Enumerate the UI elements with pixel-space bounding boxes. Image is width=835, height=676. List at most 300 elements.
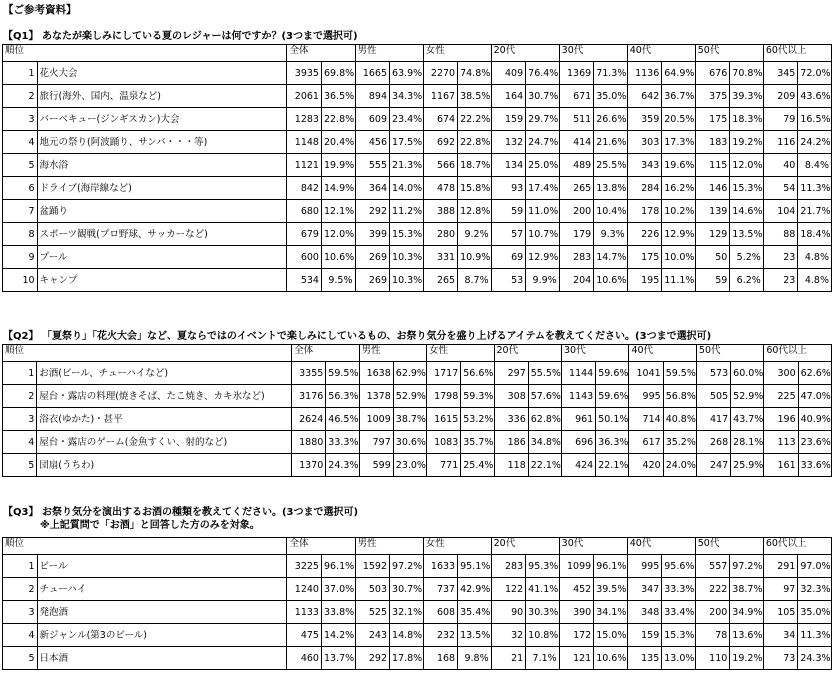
- percent-cell: 39.5%: [594, 578, 628, 601]
- percent-cell: 18.7%: [458, 154, 492, 177]
- count-cell: 1136: [627, 62, 662, 85]
- group-header: 60代以上: [763, 538, 831, 555]
- group-header: 全体: [287, 538, 355, 555]
- row-label: キャンプ: [37, 269, 287, 292]
- group-header: 30代: [559, 45, 627, 62]
- count-cell: 265: [559, 177, 594, 200]
- rank-header: 順位: [3, 538, 287, 555]
- percent-cell: 10.6%: [594, 647, 628, 670]
- group-header: 60代以上: [763, 45, 831, 62]
- percent-cell: 42.9%: [458, 578, 492, 601]
- row-rank: 4: [3, 431, 37, 454]
- percent-cell: 16.5%: [798, 108, 832, 131]
- count-cell: 300: [764, 362, 798, 385]
- percent-cell: 34.3%: [390, 85, 424, 108]
- percent-cell: 10.3%: [390, 246, 424, 269]
- percent-cell: 56.6%: [461, 362, 494, 385]
- percent-cell: 46.5%: [326, 408, 359, 431]
- table-row: [3, 431, 832, 454]
- percent-cell: 9.5%: [321, 269, 355, 292]
- percent-cell: 19.2%: [730, 131, 764, 154]
- row-rank: 5: [3, 647, 38, 670]
- percent-cell: 50.1%: [596, 408, 629, 431]
- count-cell: 88: [763, 223, 798, 246]
- percent-cell: 10.6%: [594, 269, 628, 292]
- count-cell: 525: [355, 601, 390, 624]
- percent-cell: 38.7%: [393, 408, 426, 431]
- count-cell: 1665: [355, 62, 390, 85]
- row-label: ビール: [37, 555, 287, 578]
- count-cell: 104: [763, 200, 798, 223]
- count-cell: 1369: [559, 62, 594, 85]
- percent-cell: 11.0%: [526, 200, 560, 223]
- count-cell: 617: [629, 431, 663, 454]
- count-cell: 679: [287, 223, 322, 246]
- percent-cell: 10.0%: [662, 246, 696, 269]
- count-cell: 1144: [561, 362, 595, 385]
- percent-cell: 33.3%: [662, 578, 696, 601]
- group-header: 40代: [627, 538, 695, 555]
- count-cell: 209: [763, 85, 798, 108]
- count-cell: 511: [559, 108, 594, 131]
- count-cell: 1880: [292, 431, 326, 454]
- count-cell: 121: [559, 647, 594, 670]
- count-cell: 265: [423, 269, 458, 292]
- percent-cell: 19.2%: [730, 647, 764, 670]
- percent-cell: 19.9%: [321, 154, 355, 177]
- count-cell: 303: [627, 131, 662, 154]
- group-header: 50代: [695, 538, 763, 555]
- count-cell: 225: [764, 385, 798, 408]
- count-cell: 175: [695, 108, 730, 131]
- count-cell: 343: [627, 154, 662, 177]
- percent-cell: 15.3%: [662, 624, 696, 647]
- count-cell: 247: [696, 454, 730, 477]
- row-rank: 5: [3, 154, 38, 177]
- percent-cell: 23.4%: [390, 108, 424, 131]
- percent-cell: 64.9%: [662, 62, 696, 85]
- percent-cell: 33.6%: [798, 454, 831, 477]
- count-cell: 460: [287, 647, 322, 670]
- count-cell: 555: [355, 154, 390, 177]
- percent-cell: 29.7%: [526, 108, 560, 131]
- count-cell: 59: [695, 269, 730, 292]
- count-cell: 204: [559, 269, 594, 292]
- percent-cell: 32.3%: [798, 578, 832, 601]
- table-row: [3, 154, 832, 177]
- count-cell: 268: [696, 431, 730, 454]
- percent-cell: 12.0%: [730, 154, 764, 177]
- percent-cell: 15.3%: [730, 177, 764, 200]
- percent-cell: 12.9%: [662, 223, 696, 246]
- percent-cell: 70.8%: [730, 62, 764, 85]
- row-label: ドライブ(海岸線など): [37, 177, 287, 200]
- row-label: 盆踊り: [37, 200, 287, 223]
- count-cell: 59: [491, 200, 526, 223]
- row-rank: 2: [3, 578, 38, 601]
- percent-cell: 35.4%: [458, 601, 492, 624]
- percent-cell: 76.4%: [526, 62, 560, 85]
- q2-table: [2, 344, 832, 477]
- count-cell: 456: [355, 131, 390, 154]
- count-cell: 146: [695, 177, 730, 200]
- count-cell: 388: [423, 200, 458, 223]
- row-rank: 7: [3, 200, 38, 223]
- percent-cell: 97.2%: [390, 555, 424, 578]
- percent-cell: 10.3%: [390, 269, 424, 292]
- count-cell: 79: [763, 108, 798, 131]
- percent-cell: 13.5%: [458, 624, 492, 647]
- row-label: 花火大会: [37, 62, 287, 85]
- count-cell: 179: [559, 223, 594, 246]
- count-cell: 283: [491, 555, 526, 578]
- group-header: 全体: [292, 345, 359, 362]
- percent-cell: 18.4%: [798, 223, 832, 246]
- count-cell: 1798: [427, 385, 461, 408]
- count-cell: 573: [696, 362, 730, 385]
- table-row: [3, 223, 832, 246]
- percent-cell: 33.3%: [326, 431, 359, 454]
- row-rank: 9: [3, 246, 38, 269]
- percent-cell: 13.8%: [594, 177, 628, 200]
- percent-cell: 24.0%: [663, 454, 696, 477]
- percent-cell: 59.3%: [461, 385, 494, 408]
- q3-table: [2, 537, 832, 670]
- percent-cell: 59.5%: [326, 362, 359, 385]
- table-row: [3, 85, 832, 108]
- group-header: 20代: [494, 345, 561, 362]
- count-cell: 609: [355, 108, 390, 131]
- percent-cell: 38.5%: [458, 85, 492, 108]
- row-label: チューハイ: [37, 578, 287, 601]
- percent-cell: 53.2%: [461, 408, 494, 431]
- count-cell: 566: [423, 154, 458, 177]
- count-cell: 359: [627, 108, 662, 131]
- percent-cell: 24.2%: [798, 131, 832, 154]
- percent-cell: 23.0%: [393, 454, 426, 477]
- count-cell: 23: [763, 269, 798, 292]
- count-cell: 115: [695, 154, 730, 177]
- count-cell: 3225: [287, 555, 322, 578]
- percent-cell: 17.5%: [390, 131, 424, 154]
- count-cell: 283: [559, 246, 594, 269]
- rank-header: 順位: [3, 45, 287, 62]
- percent-cell: 72.0%: [798, 62, 832, 85]
- percent-cell: 10.4%: [594, 200, 628, 223]
- row-rank: 10: [3, 269, 38, 292]
- group-header: 40代: [629, 345, 696, 362]
- count-cell: 129: [695, 223, 730, 246]
- percent-cell: 11.2%: [390, 200, 424, 223]
- percent-cell: 41.1%: [526, 578, 560, 601]
- count-cell: 608: [423, 601, 458, 624]
- count-cell: 2624: [292, 408, 326, 431]
- percent-cell: 21.6%: [594, 131, 628, 154]
- count-cell: 417: [696, 408, 730, 431]
- table-row: [3, 362, 832, 385]
- count-cell: 424: [561, 454, 595, 477]
- table-row: [3, 62, 832, 85]
- row-label: 日本酒: [37, 647, 287, 670]
- count-cell: 390: [559, 601, 594, 624]
- percent-cell: 21.3%: [390, 154, 424, 177]
- percent-cell: 34.9%: [730, 601, 764, 624]
- group-header: 男性: [359, 345, 426, 362]
- group-header: 40代: [627, 45, 695, 62]
- percent-cell: 20.5%: [662, 108, 696, 131]
- table-row: [3, 385, 832, 408]
- count-cell: 737: [423, 578, 458, 601]
- row-rank: 8: [3, 223, 38, 246]
- count-cell: 475: [287, 624, 322, 647]
- percent-cell: 40.9%: [798, 408, 831, 431]
- percent-cell: 57.6%: [528, 385, 561, 408]
- count-cell: 53: [491, 269, 526, 292]
- count-cell: 345: [763, 62, 798, 85]
- count-cell: 50: [695, 246, 730, 269]
- count-cell: 222: [695, 578, 730, 601]
- count-cell: 113: [764, 431, 798, 454]
- count-cell: 21: [491, 647, 526, 670]
- percent-cell: 13.0%: [662, 647, 696, 670]
- percent-cell: 62.9%: [393, 362, 426, 385]
- row-rank: 3: [3, 408, 37, 431]
- count-cell: 1717: [427, 362, 461, 385]
- percent-cell: 11.1%: [662, 269, 696, 292]
- row-label: 浴衣(ゆかた)・甚平: [37, 408, 292, 431]
- count-cell: 375: [695, 85, 730, 108]
- count-cell: 1009: [359, 408, 393, 431]
- percent-cell: 96.1%: [321, 555, 355, 578]
- count-cell: 1041: [629, 362, 663, 385]
- count-cell: 135: [627, 647, 662, 670]
- percent-cell: 22.1%: [596, 454, 629, 477]
- count-cell: 503: [355, 578, 390, 601]
- count-cell: 54: [763, 177, 798, 200]
- count-cell: 186: [494, 431, 528, 454]
- table-row: [3, 200, 832, 223]
- row-label: 屋台・露店のゲーム(金魚すくい、射的など): [37, 431, 292, 454]
- percent-cell: 24.3%: [326, 454, 359, 477]
- group-header: 50代: [695, 45, 763, 62]
- row-label: 発泡酒: [37, 601, 287, 624]
- percent-cell: 17.3%: [662, 131, 696, 154]
- count-cell: 269: [355, 246, 390, 269]
- count-cell: 78: [695, 624, 730, 647]
- rank-header: 順位: [3, 345, 292, 362]
- percent-cell: 25.5%: [594, 154, 628, 177]
- count-cell: 452: [559, 578, 594, 601]
- count-cell: 364: [355, 177, 390, 200]
- count-cell: 195: [627, 269, 662, 292]
- count-cell: 680: [287, 200, 322, 223]
- percent-cell: 43.6%: [798, 85, 832, 108]
- row-rank: 6: [3, 177, 38, 200]
- count-cell: 842: [287, 177, 322, 200]
- percent-cell: 56.3%: [326, 385, 359, 408]
- percent-cell: 8.7%: [458, 269, 492, 292]
- count-cell: 23: [763, 246, 798, 269]
- count-cell: 347: [627, 578, 662, 601]
- percent-cell: 14.9%: [321, 177, 355, 200]
- percent-cell: 40.8%: [663, 408, 696, 431]
- count-cell: 1167: [423, 85, 458, 108]
- group-header: 女性: [423, 538, 491, 555]
- percent-cell: 14.2%: [321, 624, 355, 647]
- percent-cell: 5.2%: [730, 246, 764, 269]
- count-cell: 894: [355, 85, 390, 108]
- count-cell: 414: [559, 131, 594, 154]
- percent-cell: 24.7%: [526, 131, 560, 154]
- count-cell: 420: [629, 454, 663, 477]
- q1-table: [2, 44, 832, 292]
- percent-cell: 9.2%: [458, 223, 492, 246]
- percent-cell: 35.7%: [461, 431, 494, 454]
- row-label: 新ジャンル(第3のビール): [37, 624, 287, 647]
- count-cell: 164: [491, 85, 526, 108]
- percent-cell: 23.6%: [798, 431, 831, 454]
- percent-cell: 30.7%: [526, 85, 560, 108]
- percent-cell: 7.1%: [526, 647, 560, 670]
- percent-cell: 10.6%: [321, 246, 355, 269]
- percent-cell: 36.7%: [662, 85, 696, 108]
- percent-cell: 6.2%: [730, 269, 764, 292]
- percent-cell: 74.8%: [458, 62, 492, 85]
- count-cell: 1099: [559, 555, 594, 578]
- count-cell: 226: [627, 223, 662, 246]
- row-label: 団扇(うちわ): [37, 454, 292, 477]
- row-rank: 2: [3, 85, 38, 108]
- percent-cell: 25.4%: [461, 454, 494, 477]
- percent-cell: 96.1%: [594, 555, 628, 578]
- count-cell: 291: [763, 555, 798, 578]
- row-label: お酒(ビール、チューハイなど): [37, 362, 292, 385]
- percent-cell: 36.5%: [321, 85, 355, 108]
- percent-cell: 26.6%: [594, 108, 628, 131]
- count-cell: 1370: [292, 454, 326, 477]
- count-cell: 2061: [287, 85, 322, 108]
- count-cell: 200: [695, 601, 730, 624]
- percent-cell: 15.3%: [390, 223, 424, 246]
- count-cell: 3935: [287, 62, 322, 85]
- count-cell: 297: [494, 362, 528, 385]
- percent-cell: 95.1%: [458, 555, 492, 578]
- count-cell: 161: [764, 454, 798, 477]
- group-header: 30代: [559, 538, 627, 555]
- count-cell: 599: [359, 454, 393, 477]
- percent-cell: 35.0%: [798, 601, 832, 624]
- count-cell: 674: [423, 108, 458, 131]
- row-label: 地元の祭り(阿波踊り、サンバ・・・等): [37, 131, 287, 154]
- count-cell: 676: [695, 62, 730, 85]
- percent-cell: 11.3%: [798, 624, 832, 647]
- percent-cell: 95.3%: [526, 555, 560, 578]
- count-cell: 961: [561, 408, 595, 431]
- count-cell: 489: [559, 154, 594, 177]
- percent-cell: 59.6%: [596, 385, 629, 408]
- percent-cell: 14.7%: [594, 246, 628, 269]
- percent-cell: 12.8%: [458, 200, 492, 223]
- count-cell: 232: [423, 624, 458, 647]
- count-cell: 1638: [359, 362, 393, 385]
- row-label: 旅行(海外、国内、温泉など): [37, 85, 287, 108]
- percent-cell: 59.6%: [596, 362, 629, 385]
- table-row: [3, 454, 832, 477]
- percent-cell: 59.5%: [663, 362, 696, 385]
- count-cell: 110: [695, 647, 730, 670]
- percent-cell: 17.8%: [390, 647, 424, 670]
- count-cell: 122: [491, 578, 526, 601]
- percent-cell: 17.4%: [526, 177, 560, 200]
- count-cell: 200: [559, 200, 594, 223]
- count-cell: 292: [355, 647, 390, 670]
- count-cell: 1283: [287, 108, 322, 131]
- row-rank: 5: [3, 454, 37, 477]
- count-cell: 534: [287, 269, 322, 292]
- percent-cell: 30.6%: [393, 431, 426, 454]
- count-cell: 168: [423, 647, 458, 670]
- percent-cell: 52.9%: [731, 385, 764, 408]
- percent-cell: 55.5%: [528, 362, 561, 385]
- count-cell: 600: [287, 246, 322, 269]
- percent-cell: 37.0%: [321, 578, 355, 601]
- table-row: [3, 177, 832, 200]
- percent-cell: 4.8%: [798, 269, 832, 292]
- percent-cell: 25.9%: [731, 454, 764, 477]
- table-row: [3, 601, 832, 624]
- count-cell: 336: [494, 408, 528, 431]
- group-header: 女性: [423, 45, 491, 62]
- percent-cell: 34.1%: [594, 601, 628, 624]
- percent-cell: 9.9%: [526, 269, 560, 292]
- percent-cell: 13.7%: [321, 647, 355, 670]
- group-header: 男性: [355, 538, 423, 555]
- count-cell: 331: [423, 246, 458, 269]
- row-rank: 3: [3, 601, 38, 624]
- percent-cell: 15.8%: [458, 177, 492, 200]
- percent-cell: 10.8%: [526, 624, 560, 647]
- percent-cell: 38.7%: [730, 578, 764, 601]
- percent-cell: 62.8%: [528, 408, 561, 431]
- count-cell: 40: [763, 154, 798, 177]
- percent-cell: 20.4%: [321, 131, 355, 154]
- group-header: 男性: [355, 45, 423, 62]
- count-cell: 2270: [423, 62, 458, 85]
- row-label: 海水浴: [37, 154, 287, 177]
- table-row: [3, 624, 832, 647]
- percent-cell: 30.3%: [526, 601, 560, 624]
- percent-cell: 16.2%: [662, 177, 696, 200]
- count-cell: 1240: [287, 578, 322, 601]
- count-cell: 69: [491, 246, 526, 269]
- percent-cell: 8.4%: [798, 154, 832, 177]
- count-cell: 478: [423, 177, 458, 200]
- group-header: 20代: [491, 45, 559, 62]
- percent-cell: 13.5%: [730, 223, 764, 246]
- percent-cell: 43.7%: [731, 408, 764, 431]
- count-cell: 172: [559, 624, 594, 647]
- count-cell: 1378: [359, 385, 393, 408]
- count-cell: 134: [491, 154, 526, 177]
- percent-cell: 4.8%: [798, 246, 832, 269]
- percent-cell: 10.2%: [662, 200, 696, 223]
- count-cell: 1615: [427, 408, 461, 431]
- count-cell: 73: [763, 647, 798, 670]
- percent-cell: 63.9%: [390, 62, 424, 85]
- count-cell: 90: [491, 601, 526, 624]
- percent-cell: 33.4%: [662, 601, 696, 624]
- table-row: [3, 647, 832, 670]
